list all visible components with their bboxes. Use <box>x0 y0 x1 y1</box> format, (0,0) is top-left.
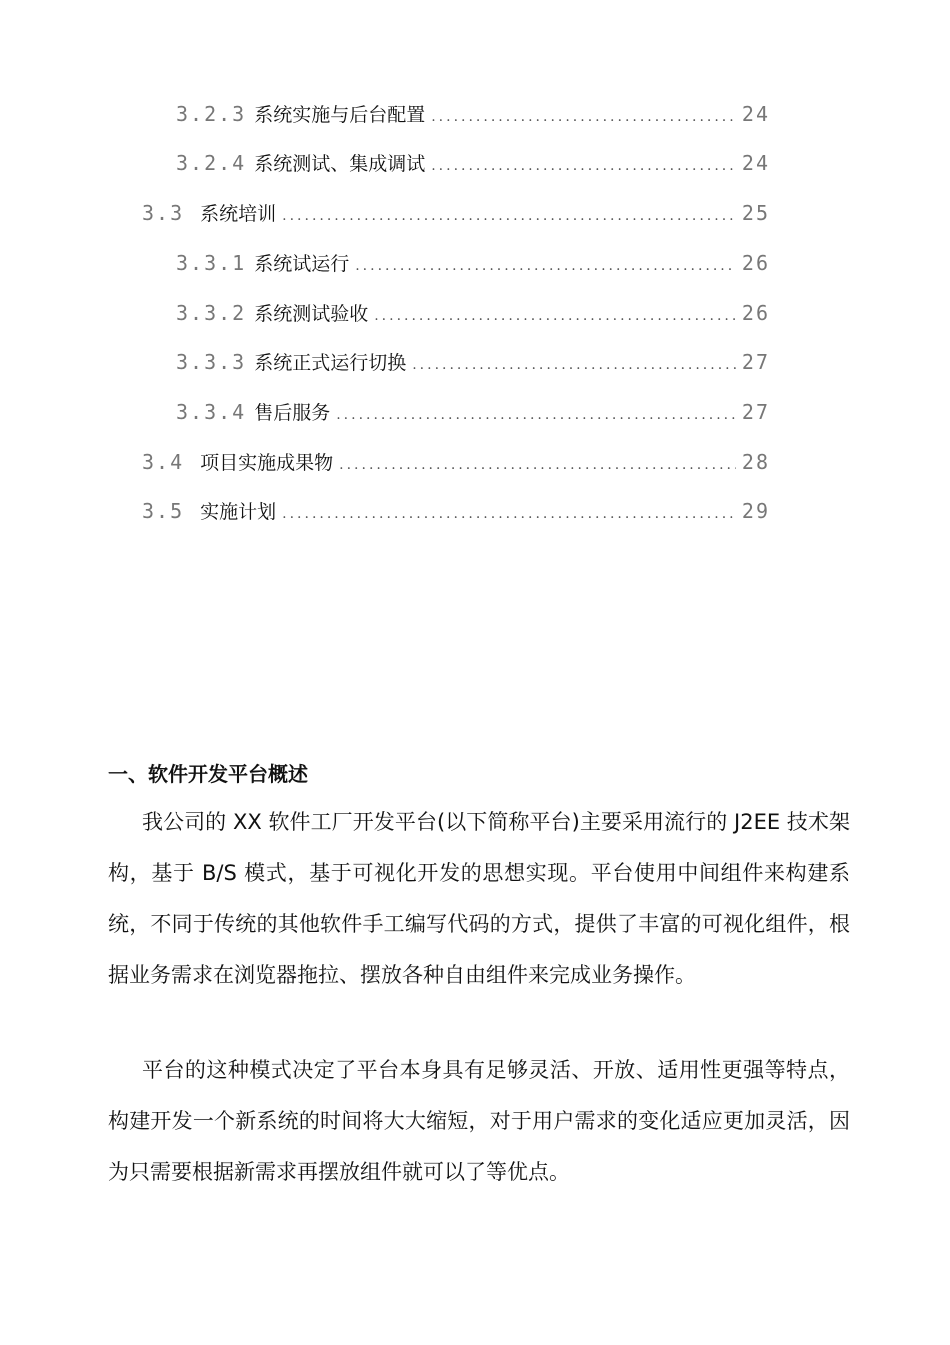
toc-title: 项目实施成果物 <box>200 452 334 474</box>
toc-number: 3.5 <box>142 499 185 523</box>
toc-number: 3.3 <box>142 201 185 225</box>
toc-dot-leader <box>339 449 736 481</box>
toc-number: 3.3.1 <box>176 251 247 275</box>
toc-page-number: 26 <box>741 301 770 325</box>
body-paragraph: 我公司的 XX 软件工厂开发平台(以下简称平台)主要采用流行的 J2EE 技术架构，基于 B/S 模式，基于可视化开发的思想实现。平台使用中间组件来构建系统，不同于传统的其他软件手工编写代码的方式，提供了丰富的可视化组件，根据业务需求在浏览器拖拉、摆放各种自由组件来完成业务操作。 <box>108 810 850 987</box>
toc-page-number: 26 <box>741 251 770 275</box>
toc-page-number: 24 <box>741 102 770 126</box>
body-paragraph: 平台的这种模式决定了平台本身具有足够灵活、开放、适用性更强等特点，构建开发一个新系统的时间将大大缩短，对于用户需求的变化适应更加灵活，因为只需要根据新需求再摆放组件就可以了等优点。 <box>108 1058 850 1184</box>
toc-title: 系统培训 <box>200 203 277 225</box>
toc-page-number: 27 <box>741 350 770 374</box>
toc-page-number: 28 <box>741 450 770 474</box>
toc-title: 售后服务 <box>254 402 331 424</box>
toc-dot-leader <box>431 101 736 133</box>
toc-dot-leader <box>282 200 736 232</box>
toc-page-number: 25 <box>741 201 770 225</box>
toc-dot-leader <box>431 150 736 182</box>
toc-dot-leader <box>374 300 736 332</box>
toc-entry[interactable] <box>142 446 770 478</box>
toc-entry[interactable] <box>176 247 770 279</box>
toc-number: 3.2.3 <box>176 102 247 126</box>
toc-title: 系统实施与后台配置 <box>254 104 426 126</box>
toc-title: 实施计划 <box>200 501 277 523</box>
toc-page-number: 29 <box>741 499 770 523</box>
toc-title: 系统测试、集成调试 <box>254 153 426 175</box>
toc-dot-leader <box>412 349 736 381</box>
toc-entry[interactable] <box>142 197 770 229</box>
toc-entry[interactable] <box>176 147 770 179</box>
toc-number: 3.3.2 <box>176 301 247 325</box>
section-heading: 一、软件开发平台概述 <box>108 762 308 786</box>
toc-entry[interactable] <box>176 396 770 428</box>
toc-dot-leader <box>282 498 736 530</box>
toc-entry[interactable] <box>176 98 770 130</box>
toc-number: 3.2.4 <box>176 151 247 175</box>
toc-entry[interactable] <box>176 297 770 329</box>
toc-title: 系统正式运行切换 <box>254 352 407 374</box>
toc-number: 3.4 <box>142 450 185 474</box>
toc-dot-leader <box>355 250 736 282</box>
toc-page-number: 24 <box>741 151 770 175</box>
toc-title: 系统测试验收 <box>254 303 369 325</box>
toc-dot-leader <box>336 399 736 431</box>
toc-number: 3.3.3 <box>176 350 247 374</box>
toc-number: 3.3.4 <box>176 400 247 424</box>
toc-title: 系统试运行 <box>254 253 350 275</box>
toc-entry[interactable] <box>176 346 770 378</box>
toc-page-number: 27 <box>741 400 770 424</box>
toc-entry[interactable] <box>142 495 770 527</box>
